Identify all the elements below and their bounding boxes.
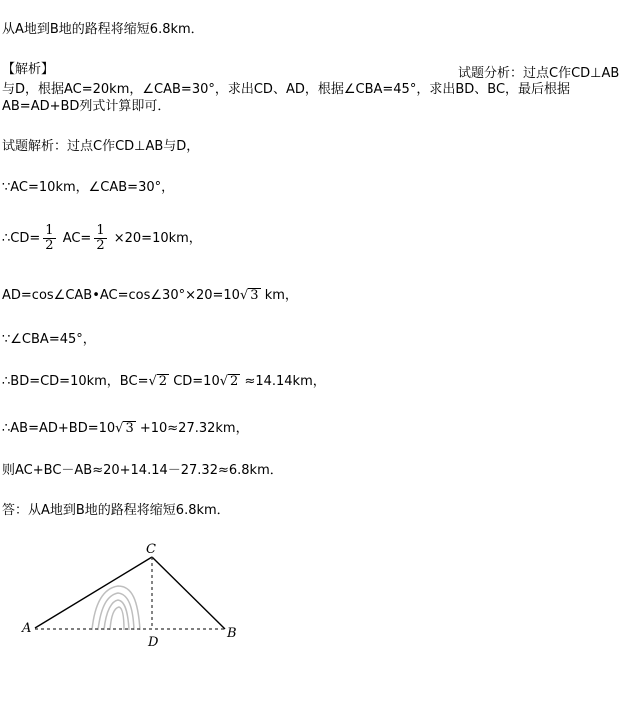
ab-suffix: +10≈27.32km， bbox=[139, 421, 249, 436]
sqrt-2-a: √ 2 bbox=[148, 374, 168, 389]
solution-intro: 试题解析：过点C作CD⊥AB与D， bbox=[2, 139, 200, 154]
ad-prefix: AD=cos∠CAB•AC=cos∠30°×20=10 bbox=[2, 288, 240, 303]
because-line-2: ∵∠CBA=45°， bbox=[2, 332, 96, 347]
fraction-half-1: $\frac{1}{2}$ bbox=[45, 223, 54, 253]
bd-suffix: ≈14.14km， bbox=[244, 374, 326, 389]
label-a: A bbox=[22, 621, 32, 636]
then-line: 则AC+BC－AB≈20+14.14－27.32≈6.8km． bbox=[2, 463, 283, 478]
label-c: C bbox=[146, 542, 156, 557]
bd-mid: CD=10 bbox=[173, 374, 220, 389]
analysis-tag: 【解析】 bbox=[2, 62, 55, 77]
segment-ac bbox=[35, 557, 152, 628]
sqrt-3-b: √ 3 bbox=[115, 421, 134, 436]
cd-mid: AC= bbox=[62, 231, 92, 246]
analysis-line-3: AB=AD+BD列式计算即可． bbox=[2, 99, 171, 114]
bd-calculation bbox=[2, 374, 326, 390]
cd-suffix: ×20=10km， bbox=[113, 231, 202, 246]
label-b: B bbox=[227, 626, 237, 641]
segment-cb bbox=[152, 557, 225, 629]
sqrt-3: √ 3 bbox=[239, 288, 259, 303]
answer-line: 答：从A地到B地的路程将缩短6.8km． bbox=[2, 503, 230, 518]
fraction-half-2: $\frac{1}{2}$ bbox=[96, 223, 105, 253]
analysis-first-line-right: 试题分析：过点C作CD⊥AB bbox=[458, 66, 620, 81]
bd-prefix: ∴BD=CD=10km，BC= bbox=[2, 374, 149, 389]
ab-calculation bbox=[2, 421, 249, 437]
sqrt-2-b: √ 2 bbox=[219, 374, 239, 389]
because-line-1: ∵AC=10km，∠CAB=30°， bbox=[2, 180, 175, 195]
label-d: D bbox=[148, 635, 159, 650]
cd-calculation bbox=[2, 223, 202, 255]
conclusion-top: 从A地到B地的路程将缩短6.8km． bbox=[2, 22, 204, 37]
analysis-line-2: 与D，根据AC=20km，∠CAB=30°，求出CD、AD，根据∠CBA=45°，求出BD、BC，最后根据 bbox=[2, 82, 571, 97]
ab-prefix: ∴AB=AD+BD=10 bbox=[2, 421, 116, 436]
cd-prefix: ∴CD= bbox=[2, 231, 41, 246]
ad-suffix: km， bbox=[264, 288, 298, 303]
ad-calculation bbox=[2, 288, 298, 304]
watermark-shape bbox=[92, 586, 140, 630]
